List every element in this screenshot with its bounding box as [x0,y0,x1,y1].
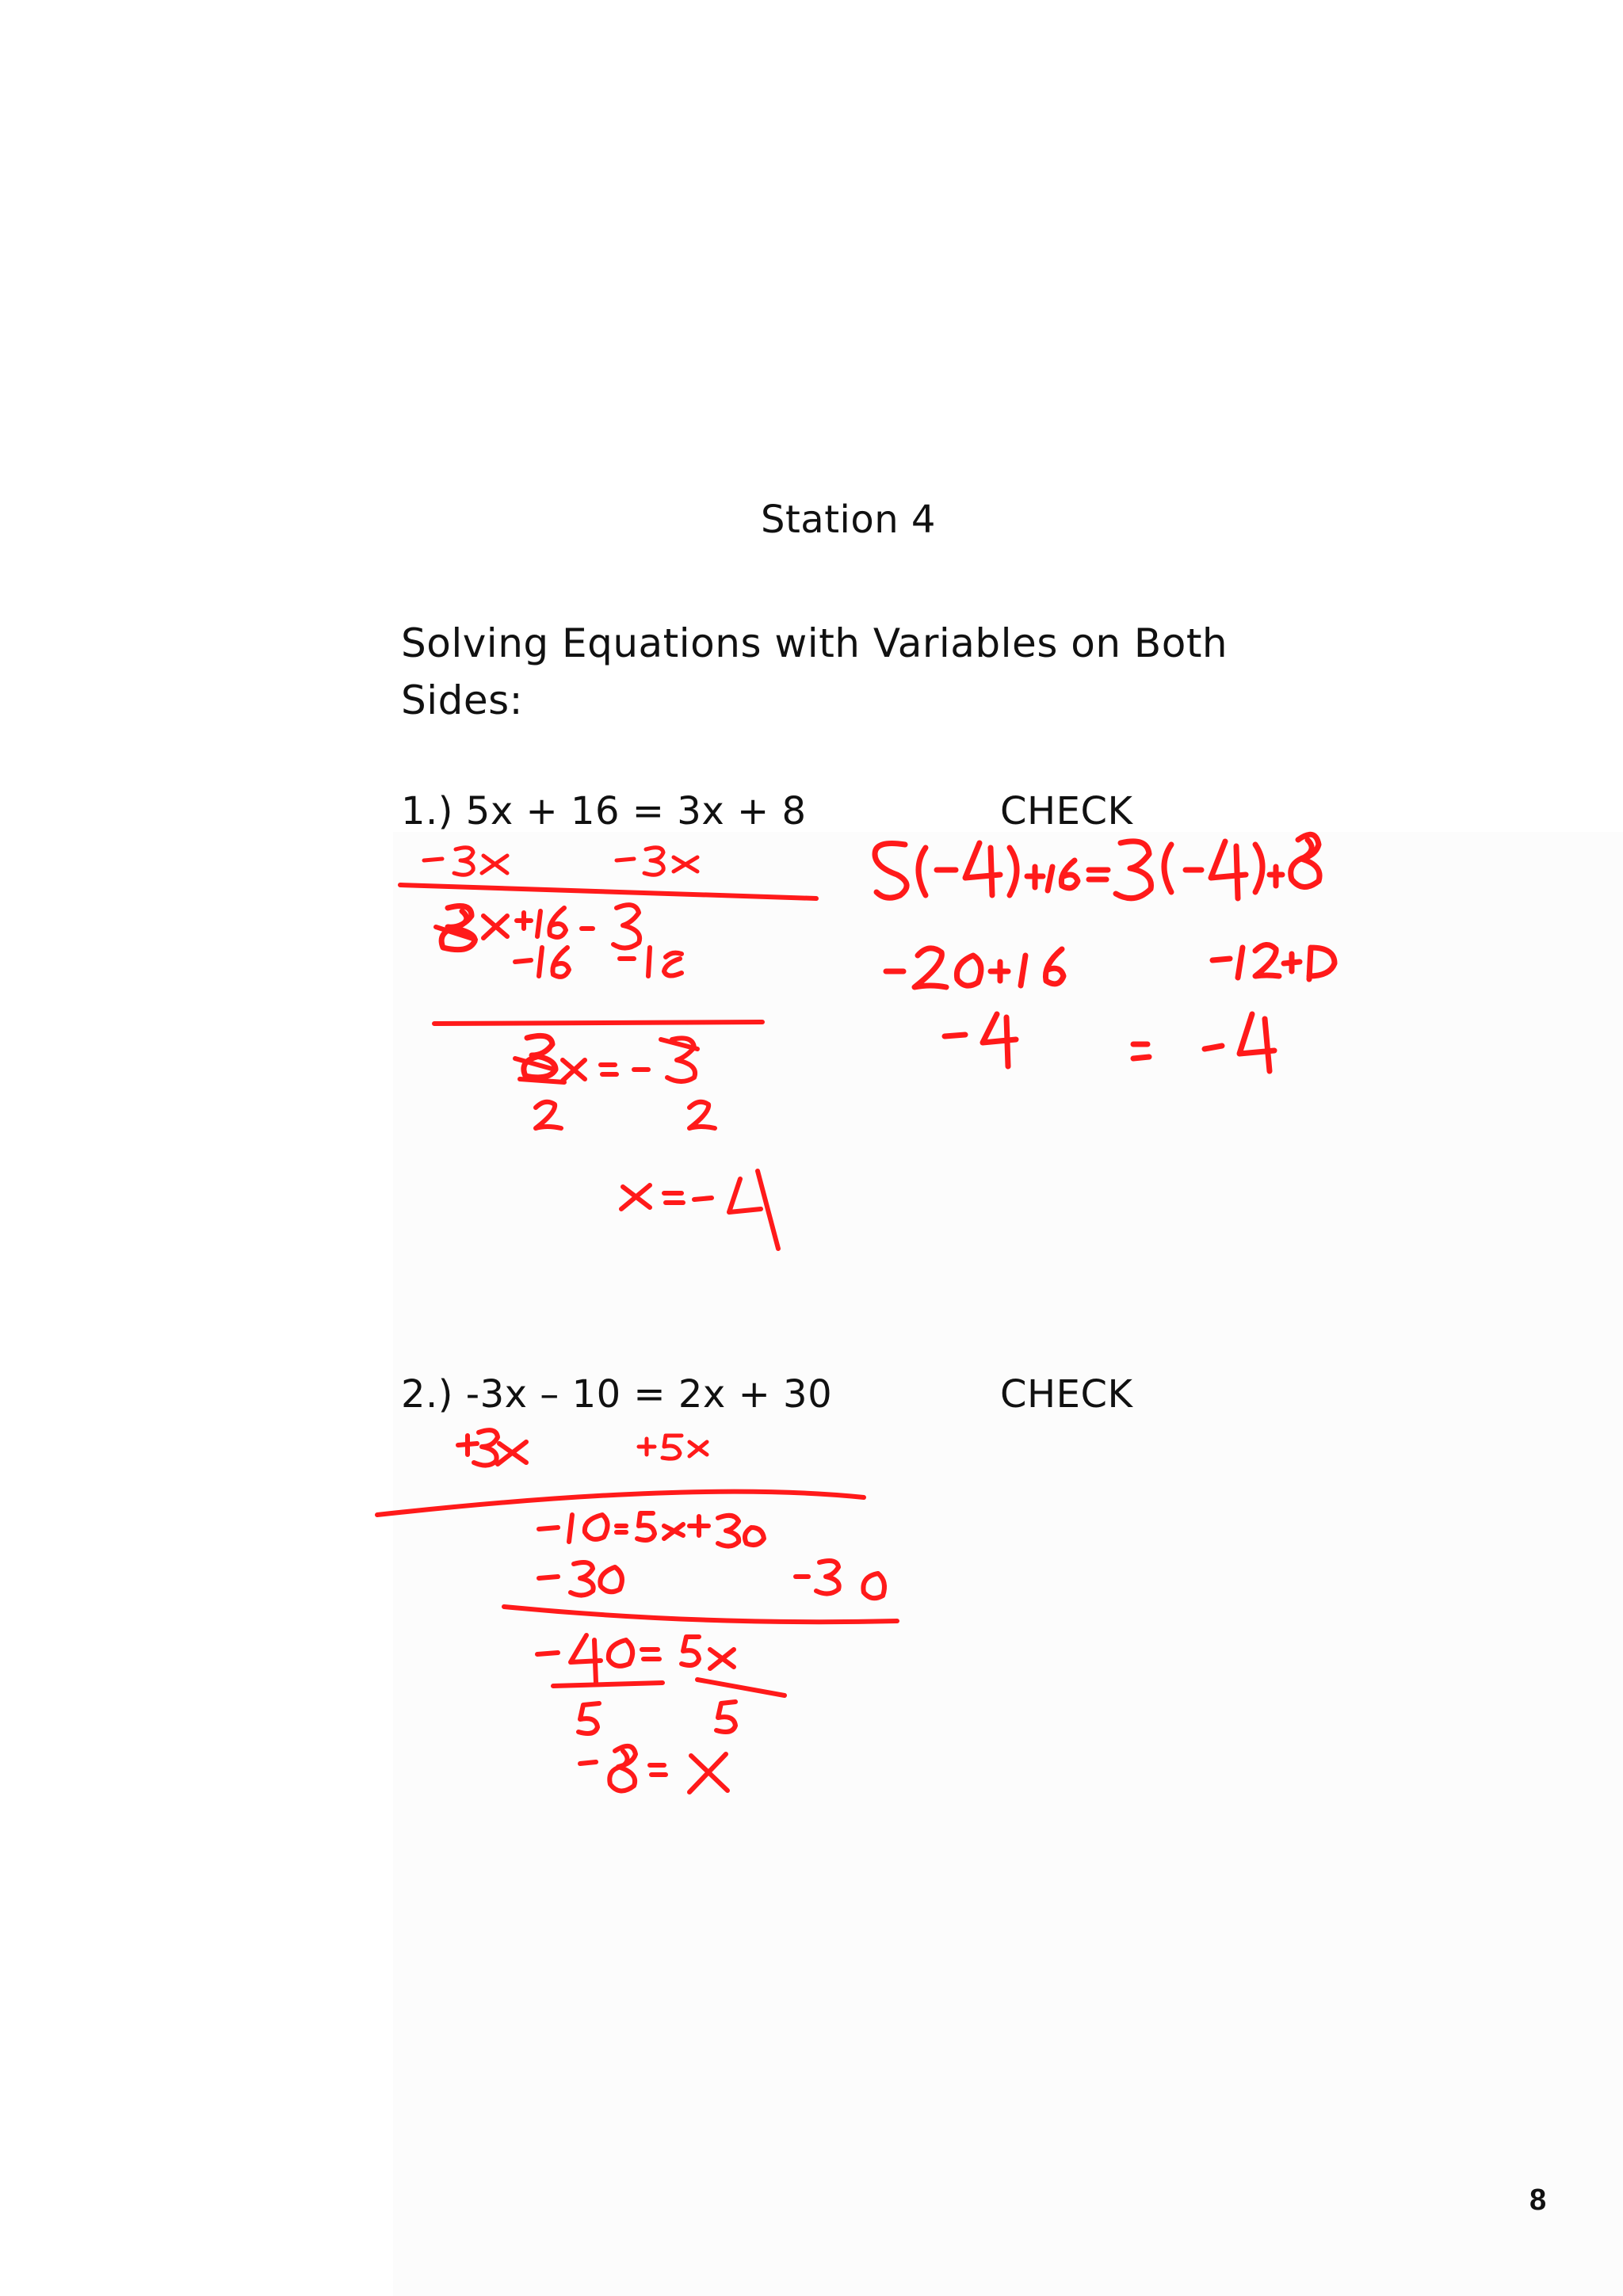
worksheet-title: Station 4 [761,498,936,542]
page-number: 8 [1529,2183,1547,2217]
problem-1-check-label: CHECK [1000,789,1133,833]
worksheet-panel [393,832,1623,2296]
worksheet-subtitle: Solving Equations with Variables on Both Sides: [401,620,1228,723]
problem-1-equation: 1.) 5x + 16 = 3x + 8 [401,789,807,833]
problem-2-check-label: CHECK [1000,1372,1133,1417]
problem-2-equation: 2.) -3x – 10 = 2x + 30 [401,1372,833,1417]
